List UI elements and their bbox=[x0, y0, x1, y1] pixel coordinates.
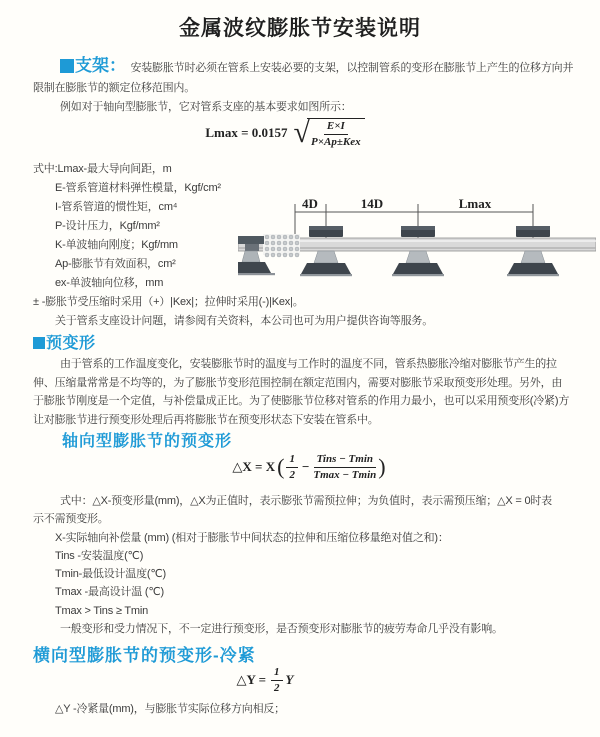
note-line: 一般变形和受力情况下，不一定进行预变形，是否预变形对膨胀节的疲劳寿命几乎没有影响。 bbox=[60, 623, 503, 636]
plusminus-line: ± -膨胀节受压缩时采用（+）|Kex|；拉伸时采用(-)|Kex|。 bbox=[33, 296, 304, 308]
axial-formula bbox=[10, 453, 600, 481]
axial-heading: 轴向型膨胀节的预变形 bbox=[62, 433, 233, 450]
lateral-denominator: 2 bbox=[274, 681, 280, 694]
support-text-line1: 安装膨胀节时必须在管系上安装必要的支架，以控制管系的变形在膨胀节上产生的位移方向并 bbox=[130, 62, 574, 74]
predeform-heading: 预变形 bbox=[46, 335, 96, 352]
definition-item: ex-单波轴向位移，mm bbox=[55, 277, 164, 289]
half-numerator: 1 bbox=[286, 453, 298, 468]
lateral-note: △Y -冷紧量(mm)，与膨胀节实际位移方向相反； bbox=[55, 703, 285, 715]
note-line: Tmax > Tins ≥ Tmin bbox=[55, 604, 149, 617]
lateral-heading: 横向型膨胀节的预变形-冷紧 bbox=[33, 646, 256, 665]
radical-sign: √ bbox=[293, 116, 311, 150]
paragraph-line: 由于管系的工作温度变化，安装膨胀节时的温度与工作时的温度不同，管系热膨胀冷缩对膨胀节产生的拉 bbox=[60, 358, 557, 370]
lmax-formula bbox=[0, 118, 585, 148]
note-line: 式中：△X-预变形量(mm)，△X为正值时，表示膨张节需预拉伸；为负值时，表示需预压缩；△X = 0时表 bbox=[60, 495, 552, 507]
close-paren: ) bbox=[378, 454, 386, 480]
predeform-heading-line bbox=[33, 334, 96, 354]
sqrt-radical bbox=[294, 118, 365, 148]
dim-label-4d: 4D bbox=[302, 196, 318, 211]
section-square-icon bbox=[60, 59, 74, 73]
definition-item: I-管系管道的惯性矩，cm⁴ bbox=[55, 201, 178, 213]
paragraph-line: 让对膨胀节进行预变形处理后再将膨胀节在预变形状态下安装在管系中。 bbox=[33, 413, 379, 426]
lmax-denominator: P×Ap±Kex bbox=[311, 135, 361, 148]
definition-item: Ap-膨胀节有效面积，cm² bbox=[55, 258, 176, 270]
axial-notes bbox=[33, 492, 552, 638]
definition-item: K-单波轴向刚度；Kgf/mm bbox=[55, 239, 178, 251]
note-line: X-实际轴向补偿量 (mm) (相对于膨胀节中间状态的拉伸和压缩位移量绝对值之和)： bbox=[55, 531, 449, 544]
note-line: Tmin-最低设计温度(℃) bbox=[55, 568, 166, 581]
consult-line: 关于管系支座设计问题，请参阅有关资料，本公司也可为用户提供咨询等服务。 bbox=[55, 315, 433, 327]
page-title: 金属波纹膨胀节安装说明 bbox=[179, 17, 421, 40]
support-section bbox=[33, 54, 573, 117]
minus-operator: − bbox=[301, 459, 310, 475]
diagram-svg bbox=[238, 190, 596, 292]
support-heading-line bbox=[33, 54, 573, 78]
section-square-icon bbox=[33, 337, 45, 349]
dim-label-lmax: Lmax bbox=[458, 196, 492, 211]
note-line: Tmax -最高设计温 (℃) bbox=[55, 586, 164, 599]
note-line: 示不需预变形。 bbox=[33, 513, 109, 526]
temp-denominator: Tmax − Tmin bbox=[313, 468, 377, 481]
paragraph-line: 于膨胀节刚度是一个定值，与补偿量成正比。为了使膨胀节位移对管系的作用力最小，也可以采用预变形(冷紧)方 bbox=[33, 395, 570, 407]
paragraph-line: 伸、压缩量常常是不均等的，为了膨胀节变形范围控制在额定范围内，需要对膨胀节采取预变形处理。另外，由 bbox=[33, 376, 563, 389]
pipe-support-diagram bbox=[238, 190, 596, 297]
lateral-numerator: 1 bbox=[271, 666, 283, 681]
support-text-line2: 限制在膨胀节的额定位移范围内。 bbox=[33, 82, 195, 94]
predeform-paragraph bbox=[33, 355, 569, 429]
where-line: 式中:Lmax-最大导向间距，m bbox=[33, 163, 172, 175]
note-line: Tins -安装温度(℃) bbox=[55, 549, 144, 562]
dim-label-14d: 14D bbox=[360, 196, 384, 211]
support-heading: 支架： bbox=[75, 56, 126, 75]
definition-item: E-管系管道材料弹性模量，Kgf/cm² bbox=[55, 182, 221, 194]
definition-item: P-设计压力，Kgf/mm² bbox=[55, 220, 160, 232]
half-denominator: 2 bbox=[289, 468, 295, 481]
lateral-formula-rhs: Y bbox=[285, 672, 294, 688]
support-text-line3: 例如对于轴向型膨胀节，它对管系支座的基本要求如图所示： bbox=[60, 101, 352, 113]
axial-formula-lhs: △X = X bbox=[232, 459, 276, 475]
open-paren: ( bbox=[277, 454, 285, 480]
lmax-formula-prefix: Lmax = 0.0157 bbox=[205, 125, 288, 141]
lmax-numerator: E×I bbox=[324, 120, 348, 135]
lateral-formula bbox=[0, 666, 565, 694]
bellows bbox=[263, 234, 300, 257]
lateral-formula-lhs: △Y = bbox=[236, 672, 267, 688]
temp-numerator: Tins − Tmin bbox=[314, 453, 376, 468]
